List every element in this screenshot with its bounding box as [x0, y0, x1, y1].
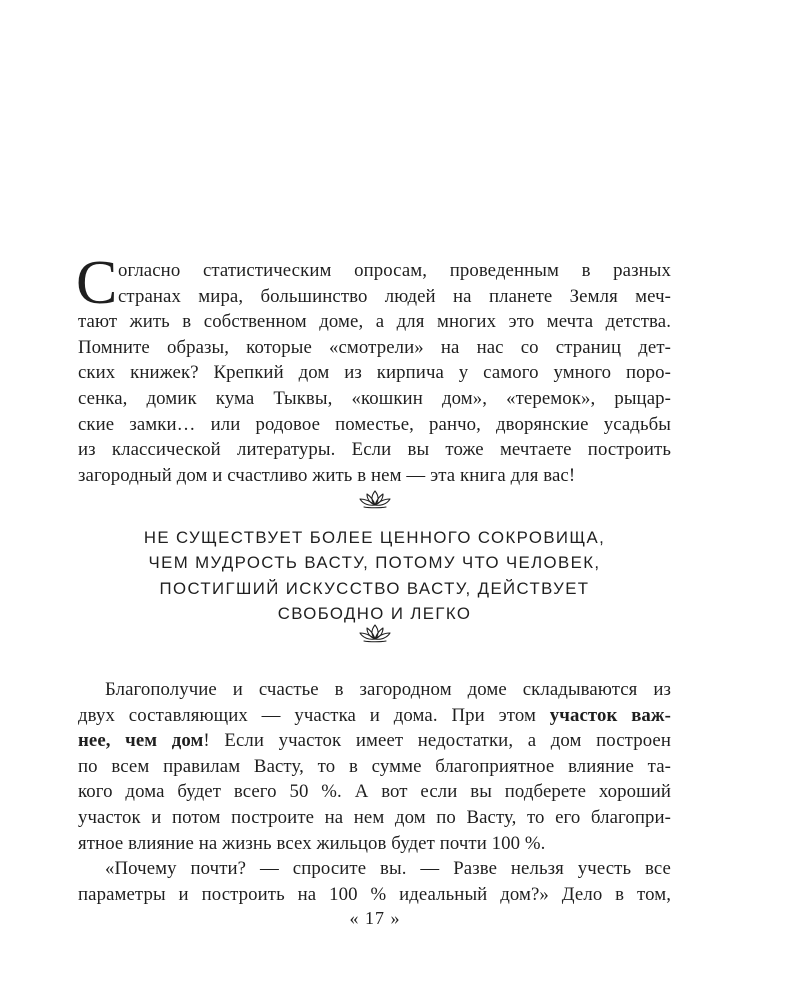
- intro-line-3: тают жить в собственном доме, а для многих это мечта детства.: [78, 311, 671, 333]
- body-line-6: участок и потом построите на нем дом по Васту, то его благопри-: [78, 806, 671, 828]
- intro-line-9: загородный дом и счастливо жить в нем — эта книга для вас!: [78, 464, 576, 486]
- vastu-quote: [78, 525, 671, 627]
- body-line-2-text: двух составляющих — участка и дома. При этом: [78, 704, 550, 726]
- emphasis-than-house: нее, чем дом: [78, 730, 204, 752]
- intro-line-5: ских книжек? Крепкий дом из кирпича у самого умного поро-: [78, 362, 671, 384]
- body-line-1: Благополучие и счастье в загородном доме складываются из: [105, 679, 671, 700]
- lotus-ornament-icon: [355, 488, 395, 510]
- body-line-7: ятное влияние на жизнь всех жильцов будет почти 100 %.: [78, 832, 546, 854]
- page-number: « 17 »: [349, 908, 401, 928]
- intro-line-6: сенка, домик кума Тыквы, «кошкин дом», «теремок», рыцар-: [78, 387, 671, 409]
- intro-line-8: из классической литературы. Если вы тоже мечтаете построить: [78, 439, 671, 461]
- intro-line-7: ские замки… или родовое поместье, ранчо, дворянские усадьбы: [78, 413, 671, 435]
- intro-line-1: огласно статистическим опросам, проведенным в разных: [118, 260, 671, 281]
- body-line-5: кого дома будет всего 50 %. А вот если вы подберете хороший: [78, 781, 671, 803]
- lotus-ornament-icon: [355, 622, 395, 644]
- body-line-9: параметры и построить на 100 % идеальный дом?» Дело в том,: [78, 883, 671, 905]
- quote-line-3: ПОСТИГШИЙ ИСКУССТВО ВАСТУ, ДЕЙСТВУЕТ: [159, 578, 590, 598]
- quote-line-2: ЧЕМ МУДРОСТЬ ВАСТУ, ПОТОМУ ЧТО ЧЕЛОВЕК,: [148, 553, 601, 573]
- body-paragraphs: [78, 677, 671, 907]
- intro-line-4: Помните образы, которые «смотрели» на нас со страниц дет-: [78, 336, 671, 358]
- emphasis-plot-more-important: участок важ-: [549, 704, 671, 726]
- drop-cap: С: [76, 249, 118, 317]
- body-line-3: [78, 728, 671, 754]
- quote-line-1: НЕ СУЩЕСТВУЕТ БОЛЕЕ ЦЕННОГО СОКРОВИЩА,: [143, 528, 606, 547]
- intro-line-2: странах мира, большинство людей на планете Земля меч-: [118, 285, 671, 307]
- body-line-2: [78, 703, 671, 729]
- body-line-8: «Почему почти? — спросите вы. — Разве нельзя учесть все: [105, 858, 671, 880]
- body-line-3-text: ! Если участок имеет недостатки, а дом построен: [203, 730, 671, 752]
- body-line-4: по всем правилам Васту, то в сумме благоприятное влияние та-: [78, 755, 671, 777]
- quote-line-4: СВОБОДНО И ЛЕГКО: [277, 604, 472, 624]
- intro-paragraph: [76, 249, 671, 488]
